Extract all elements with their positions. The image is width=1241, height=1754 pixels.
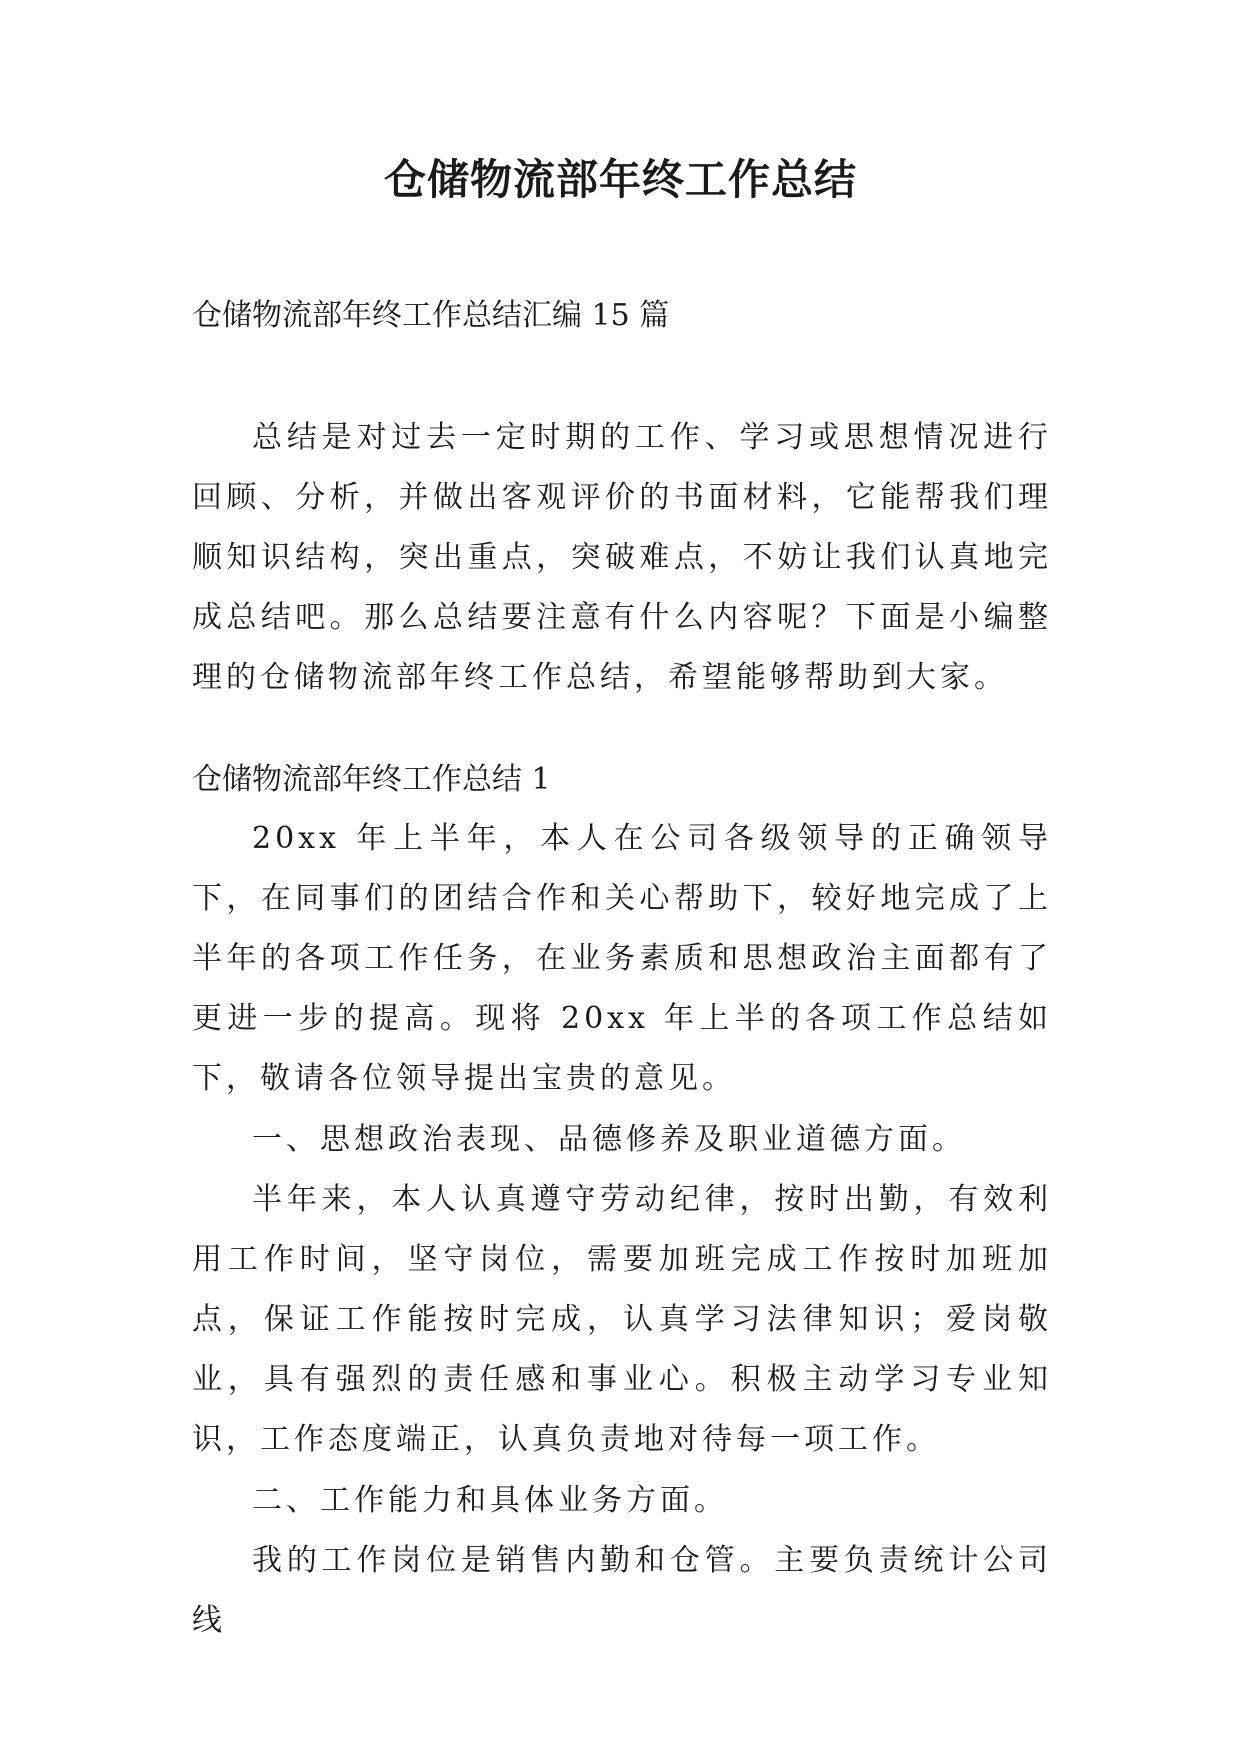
document-title: 仓储物流部年终工作总结: [383, 155, 857, 204]
body-paragraph: 我的工作岗位是销售内勤和仓管。主要负责统计公司线: [192, 1543, 1052, 1638]
subsection-heading: 二、工作能力和具体业务方面。: [252, 1483, 728, 1518]
body-paragraph: 20xx 年上半年，本人在公司各级领导的正确领导下，在同事们的团结合作和关心帮助下，较好地完成了上半年的各项工作任务，在业务素质和思想政治主面都有了更进一步的提高。现将 20xx 年上半的各项工作总结如下，敬请各位领导提出宝贵的意见。: [192, 821, 1052, 1096]
subsection-heading: 一、思想政治表现、品德修养及职业道德方面。: [252, 1122, 966, 1157]
intro-paragraph: 总结是对过去一定时期的工作、学习或思想情况进行回顾、分析，并做出客观评价的书面材料，它能帮我们理顺知识结构，突出重点，突破难点，不妨让我们认真地完成总结吧。那么总结要注意有什么内容呢？下面是小编整理的仓储物流部年终工作总结，希望能够帮助到大家。: [192, 420, 1052, 695]
body-paragraph: 半年来，本人认真遵守劳动纪律，按时出勤，有效利用工作时间，坚守岗位，需要加班完成工作按时加班加点，保证工作能按时完成，认真学习法律知识；爱岗敬业，具有强烈的责任感和事业心。积极主动学习专业知识，工作态度端正，认真负责地对待每一项工作。: [192, 1182, 1052, 1457]
document-subtitle: 仓储物流部年终工作总结汇编 15 篇: [192, 298, 670, 333]
section-heading: 仓储物流部年终工作总结 1: [192, 762, 551, 797]
